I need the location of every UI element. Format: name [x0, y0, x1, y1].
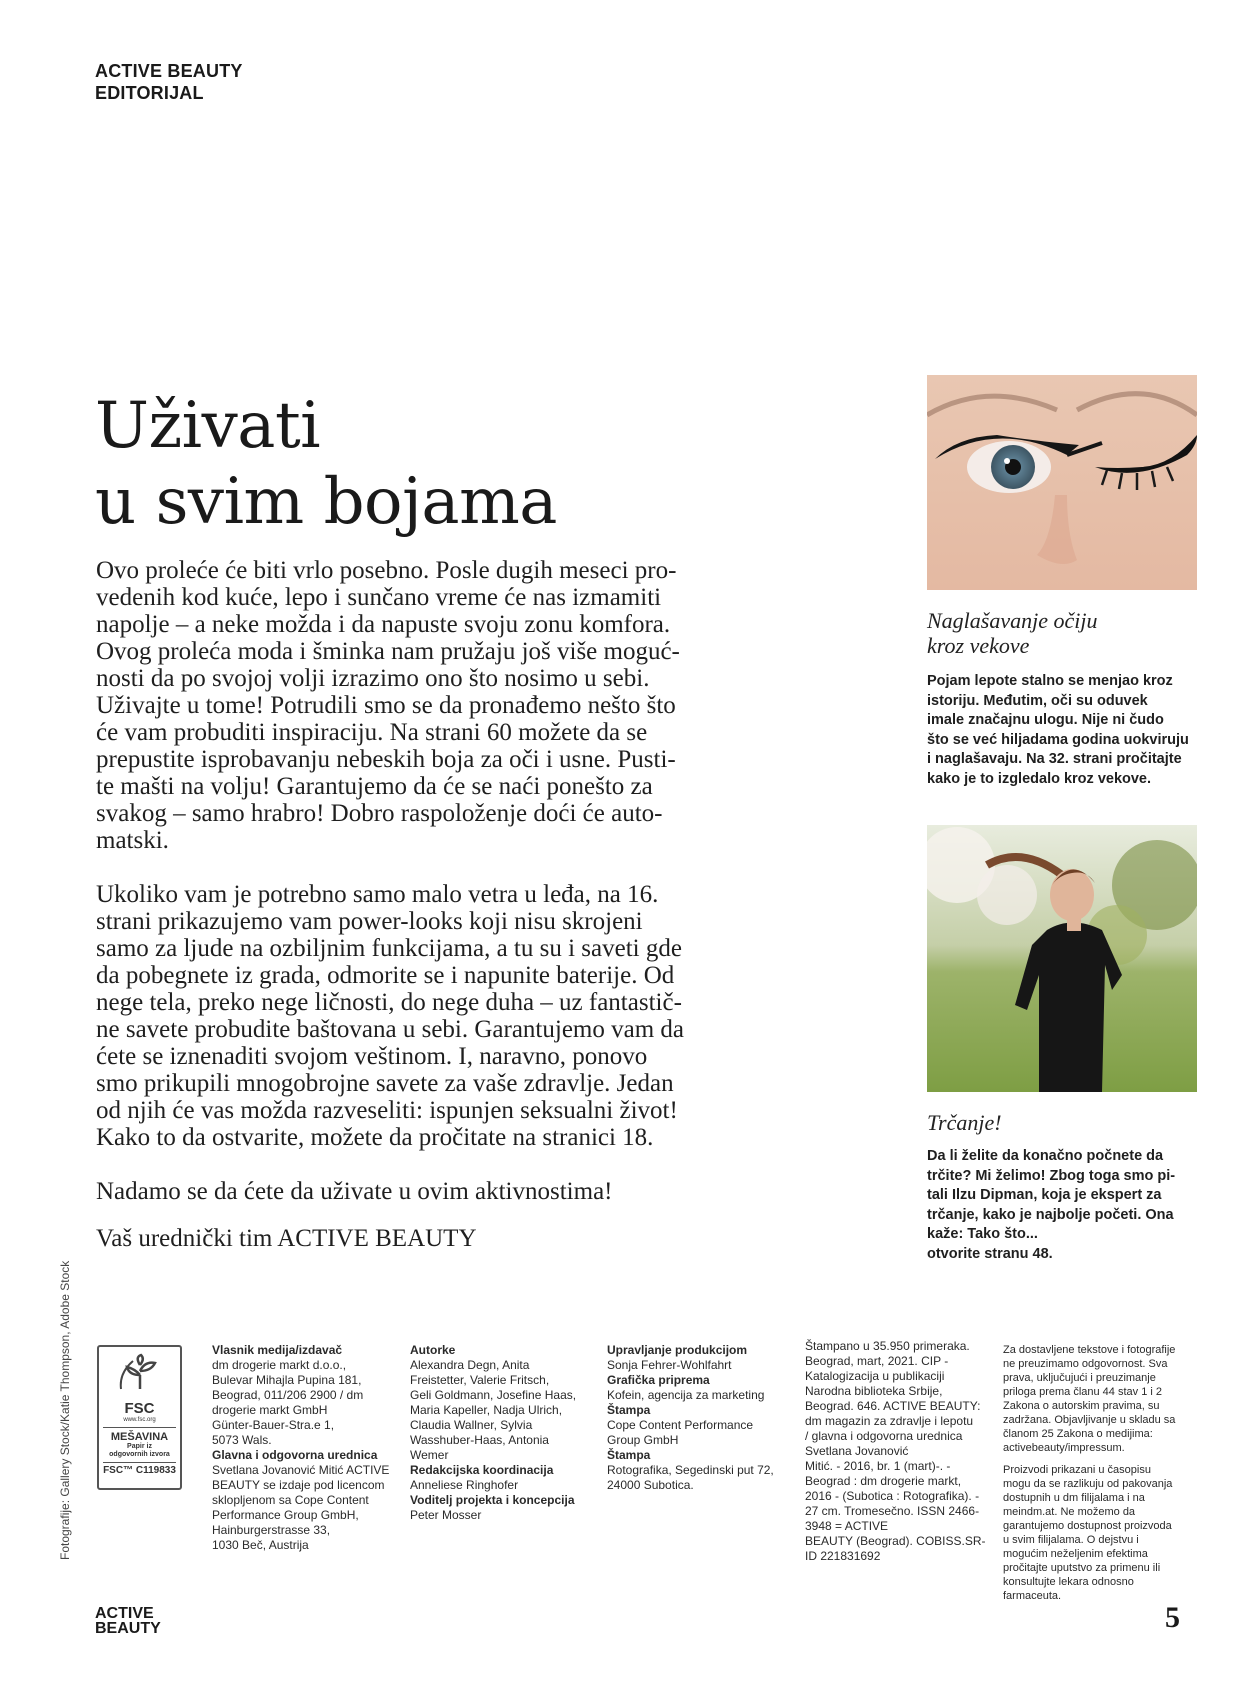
impressum-text: Performance Group GmbH,: [212, 1508, 359, 1522]
text-line: ne savete probudite baštovana u sebi. Garantujemo vam da: [96, 1016, 685, 1043]
impressum-text: mogu da se razlikuju od pakovanja: [1003, 1478, 1173, 1490]
impressum-column-2: [410, 1343, 600, 1523]
impressum-text: Za dostavljene tekstove i fotografije: [1003, 1344, 1176, 1356]
impressum-text: Zakona o autorskim pravima, su: [1003, 1400, 1160, 1412]
impressum-text: priloga prema članu 44 stav 1 i 2: [1003, 1386, 1162, 1398]
section-name: EDITORIJAL: [95, 83, 204, 103]
impressum-text: drogerie markt GmbH: [212, 1403, 328, 1417]
impressum-text: Katalogizacija u publikaciji: [805, 1369, 945, 1383]
impressum-column-4: [805, 1339, 995, 1564]
text-line: svakog – samo hrabro! Dobro raspoloženje doći će auto-: [96, 800, 663, 827]
impressum-text: Bulevar Mihajla Pupina 181,: [212, 1373, 362, 1387]
fsc-certification-logo: [97, 1345, 182, 1490]
impressum-text: 3948 = ACTIVE: [805, 1519, 889, 1533]
fsc-mix-label: MEŠAVINA: [103, 1427, 176, 1443]
impressum-text: Alexandra Degn, Anita: [410, 1358, 530, 1372]
caption-line: Da li želite da konačno počnete da: [927, 1148, 1164, 1164]
impressum-text: Svetlana Jovanović Mitić ACTIVE: [212, 1463, 390, 1477]
impressum-text: Beograd, 011/206 2900 / dm: [212, 1388, 364, 1402]
text-line: Kako to da ostvarite, možete da pročitate na stranici 18.: [96, 1124, 654, 1151]
section-header: [95, 60, 243, 104]
footer-logo-line: BEAUTY: [95, 1620, 161, 1637]
photo-credit-text: Fotografije: Gallery Stock/Katie Thompson, Adobe Stock: [58, 1260, 72, 1560]
impressum-text: meindm.at. Ne možemo da: [1003, 1506, 1136, 1518]
text-line: će vam probuditi inspiraciju. Na strani 60 možete da se: [96, 719, 648, 746]
impressum-text: u svim filijalama. O dejstvu i: [1003, 1534, 1139, 1546]
impressum-text: Svetlana Jovanović: [805, 1444, 909, 1458]
eyes-caption-text: [927, 672, 1197, 789]
running-caption-text: [927, 1147, 1197, 1264]
impressum-text: Narodna biblioteka Srbije,: [805, 1384, 943, 1398]
text-line: te mašti na volju! Garantujemo da će se naći ponešto za: [96, 773, 653, 800]
fsc-url: www.fsc.org: [123, 1417, 156, 1423]
footer-logo: [95, 1606, 161, 1636]
magazine-name: ACTIVE BEAUTY: [95, 61, 243, 81]
caption-line: trčanje, kako je najbolje početi. Ona: [927, 1206, 1174, 1223]
running-woman-photo: [927, 825, 1197, 1092]
caption-line: Pojam lepote stalno se menjao kroz: [927, 673, 1173, 689]
impressum-text: activebeauty/impressum.: [1003, 1442, 1125, 1454]
fsc-tree-icon: [115, 1353, 165, 1393]
fsc-sub-line: Papir iz: [127, 1443, 152, 1450]
impressum-text: 27 cm. Tromesečno. ISSN 2466-: [805, 1504, 980, 1518]
impressum-text: dm magazin za zdravlje i lepotu: [805, 1414, 974, 1428]
text-line: samo za ljude na ozbiljnim funkcijama, a tu su i saveti gde: [96, 935, 682, 962]
photo-credit: [38, 1200, 78, 1560]
eyes-caption-title: [927, 608, 1197, 658]
impressum-text: članom 25 Zakona o medijima:: [1003, 1428, 1153, 1440]
text-line: smo prikupili mnogobrojne savete za vaše zdravlje. Jedan: [96, 1070, 674, 1097]
footer-logo-line: ACTIVE: [95, 1605, 154, 1622]
paragraph-3: Nadamo se da ćete da uživate u ovim aktivnostima!: [96, 1178, 613, 1205]
impressum-text: dostupnih u dm filijalama i na: [1003, 1492, 1145, 1504]
caption-title-line: Naglašavanje očiju: [927, 608, 1098, 633]
impressum-column-1: [212, 1343, 402, 1553]
impressum-heading: Štampa: [607, 1448, 651, 1462]
impressum-text: 1030 Beč, Austrija: [212, 1538, 309, 1552]
impressum-text: BEAUTY (Beograd). COBISS.SR-: [805, 1534, 986, 1548]
article-title: [95, 388, 775, 540]
running-caption-title: Trčanje!: [927, 1110, 1002, 1135]
caption-line: istoriju. Međutim, oči su oduvek: [927, 692, 1148, 709]
impressum-text: Group GmbH: [607, 1433, 679, 1447]
text-line: ćete se iznenaditi svojom veštinom. I, naravno, ponovo: [96, 1043, 648, 1070]
title-line-1: Uživati: [95, 389, 321, 463]
impressum-text: Štampano u 35.950 primeraka.: [805, 1339, 970, 1353]
text-line: nege tela, preko nege ličnosti, do nege duha – uz fantastič-: [96, 989, 682, 1016]
caption-line: imale značajnu ulogu. Nije ni čudo: [927, 712, 1164, 728]
caption-line: kako je to izgledalo kroz vekove.: [927, 770, 1152, 787]
impressum-text: 2016 - (Subotica : Rotografika). -: [805, 1489, 980, 1503]
impressum-heading: Redakcijska koordinacija: [410, 1463, 554, 1477]
impressum-text: Mitić. - 2016, br. 1 (mart)-. -: [805, 1459, 951, 1473]
page-number: 5: [1165, 1601, 1180, 1634]
impressum-text: farmaceuta.: [1003, 1590, 1062, 1602]
text-line: da pobegnete iz grada, odmorite se i napunite baterije. Od: [96, 962, 675, 989]
impressum-text: Cope Content Performance: [607, 1418, 754, 1432]
text-line: Ukoliko vam je potrebno samo malo vetra u leđa, na 16.: [96, 881, 659, 908]
impressum-text: Sonja Fehrer-Wohlfahrt: [607, 1358, 732, 1372]
title-line-2: u svim bojama: [95, 465, 557, 539]
text-line: nosti da po svojoj volji izrazimo ono što nosimo u sebi.: [96, 665, 650, 692]
text-line: vedenih kod kuće, lepo i sunčano vreme će nas izmamiti: [96, 584, 662, 611]
impressum-text: konsultujte lekara odnosno: [1003, 1576, 1134, 1588]
text-line: Uživajte u tome! Potrudili smo se da pronađemo nešto što: [96, 692, 676, 719]
impressum-heading: Grafička priprema: [607, 1373, 710, 1387]
caption-line: tali Ilzu Dipman, koja je ekspert za: [927, 1187, 1162, 1203]
text-line: od njih će vas možda razveseliti: ispunjen seksualni život!: [96, 1097, 678, 1124]
impressum-text: Kofein, agencija za marketing: [607, 1388, 765, 1402]
text-line: napolje – a neke možda i da napuste svoju zonu komfora.: [96, 611, 671, 638]
impressum-heading: Glavna i odgovorna urednica: [212, 1448, 378, 1462]
impressum-heading: Voditelj projekta i koncepcija: [410, 1493, 575, 1507]
impressum-text: dm drogerie markt d.o.o.,: [212, 1358, 347, 1372]
impressum-text: Freistetter, Valerie Fritsch,: [410, 1373, 550, 1387]
impressum-text: / glavna i odgovorna urednica: [805, 1429, 963, 1443]
running-woman-illustration: [927, 825, 1197, 1092]
impressum-heading: Upravljanje produkcijom: [607, 1343, 748, 1357]
impressum-text: Wemer: [410, 1448, 449, 1462]
caption-line: otvorite stranu 48.: [927, 1245, 1053, 1262]
text-line: strani prikazujemo vam power-looks koji nisu skrojeni: [96, 908, 643, 935]
impressum-text: Wasshuber-Haas, Antonia: [410, 1433, 549, 1447]
caption-line: kaže: Tako što...: [927, 1226, 1038, 1242]
impressum-text: Geli Goldmann, Josefine Haas,: [410, 1388, 577, 1402]
text-line: matski.: [96, 827, 169, 854]
impressum-text: Maria Kapeller, Nadja Ulrich,: [410, 1403, 563, 1417]
impressum-text: 5073 Wals.: [212, 1433, 272, 1447]
impressum-text: Beograd : dm drogerie markt,: [805, 1474, 962, 1488]
editorial-body: [96, 557, 796, 1279]
paragraph-2: [96, 881, 796, 1151]
impressum-column-5: [1003, 1343, 1193, 1603]
impressum-text: pročitajte uputstvo za primenu ili: [1003, 1562, 1161, 1574]
fsc-sub-line: odgovornih izvora: [109, 1451, 170, 1458]
impressum-text: 24000 Subotica.: [607, 1478, 694, 1492]
impressum-heading: Štampa: [607, 1403, 651, 1417]
impressum-text: sklopljenom sa Cope Content: [212, 1493, 369, 1507]
impressum-text: Claudia Wallner, Sylvia: [410, 1418, 533, 1432]
impressum-text: ID 221831692: [805, 1549, 881, 1563]
impressum-text: Beograd, mart, 2021. CIP -: [805, 1354, 949, 1368]
caption-title-line: kroz vekove: [927, 633, 1030, 658]
eye-makeup-illustration: [927, 375, 1197, 590]
text-line: Ovo proleće će biti vrlo posebno. Posle dugih meseci pro-: [96, 557, 677, 584]
caption-line: što se već hiljadama godina uokviruju: [927, 731, 1189, 748]
impressum-text: zadržana. Objavljivanje u skladu sa: [1003, 1414, 1176, 1426]
fsc-word: FSC: [124, 1400, 155, 1417]
eye-makeup-photo: [927, 375, 1197, 590]
impressum-text: Rotografika, Segedinski put 72,: [607, 1463, 774, 1477]
impressum-heading: Vlasnik medija/izdavač: [212, 1343, 343, 1357]
disclaimer-rights: [1003, 1343, 1193, 1455]
disclaimer-products: [1003, 1463, 1193, 1603]
impressum-text: Beograd. 646. ACTIVE BEAUTY:: [805, 1399, 981, 1413]
impressum-text: BEAUTY se izdaje pod licencom: [212, 1478, 385, 1492]
impressum-heading: Autorke: [410, 1343, 456, 1357]
impressum-text: prava, uključujući i preuzimanje: [1003, 1372, 1156, 1384]
signoff: Vaš urednički tim ACTIVE BEAUTY: [96, 1225, 477, 1252]
caption-line: i naglašavaju. Na 32. strani pročitajte: [927, 751, 1182, 767]
impressum-text: Proizvodi prikazani u časopisu: [1003, 1464, 1151, 1476]
impressum-text: Hainburgerstrasse 33,: [212, 1523, 331, 1537]
fsc-code: FSC™ C119833: [103, 1462, 176, 1476]
impressum-column-3: [607, 1343, 797, 1493]
text-line: Ovog proleća moda i šminka nam pružaju još više moguć-: [96, 638, 680, 665]
impressum-text: garantujemo dostupnost proizvoda: [1003, 1520, 1172, 1532]
impressum-text: Günter-Bauer-Stra.e 1,: [212, 1418, 335, 1432]
text-line: prepustite isprobavanju nebeskih boja za oči i usne. Pusti-: [96, 746, 676, 773]
impressum-text: Peter Mosser: [410, 1508, 482, 1522]
caption-line: trčite? Mi želimo! Zbog toga smo pi-: [927, 1167, 1176, 1184]
paragraph-1: [96, 557, 796, 854]
impressum-text: mogućim neželjenim efektima: [1003, 1548, 1148, 1560]
impressum-text: Anneliese Ringhofer: [410, 1478, 519, 1492]
impressum-text: ne preuzimamo odgovornost. Sva: [1003, 1358, 1168, 1370]
